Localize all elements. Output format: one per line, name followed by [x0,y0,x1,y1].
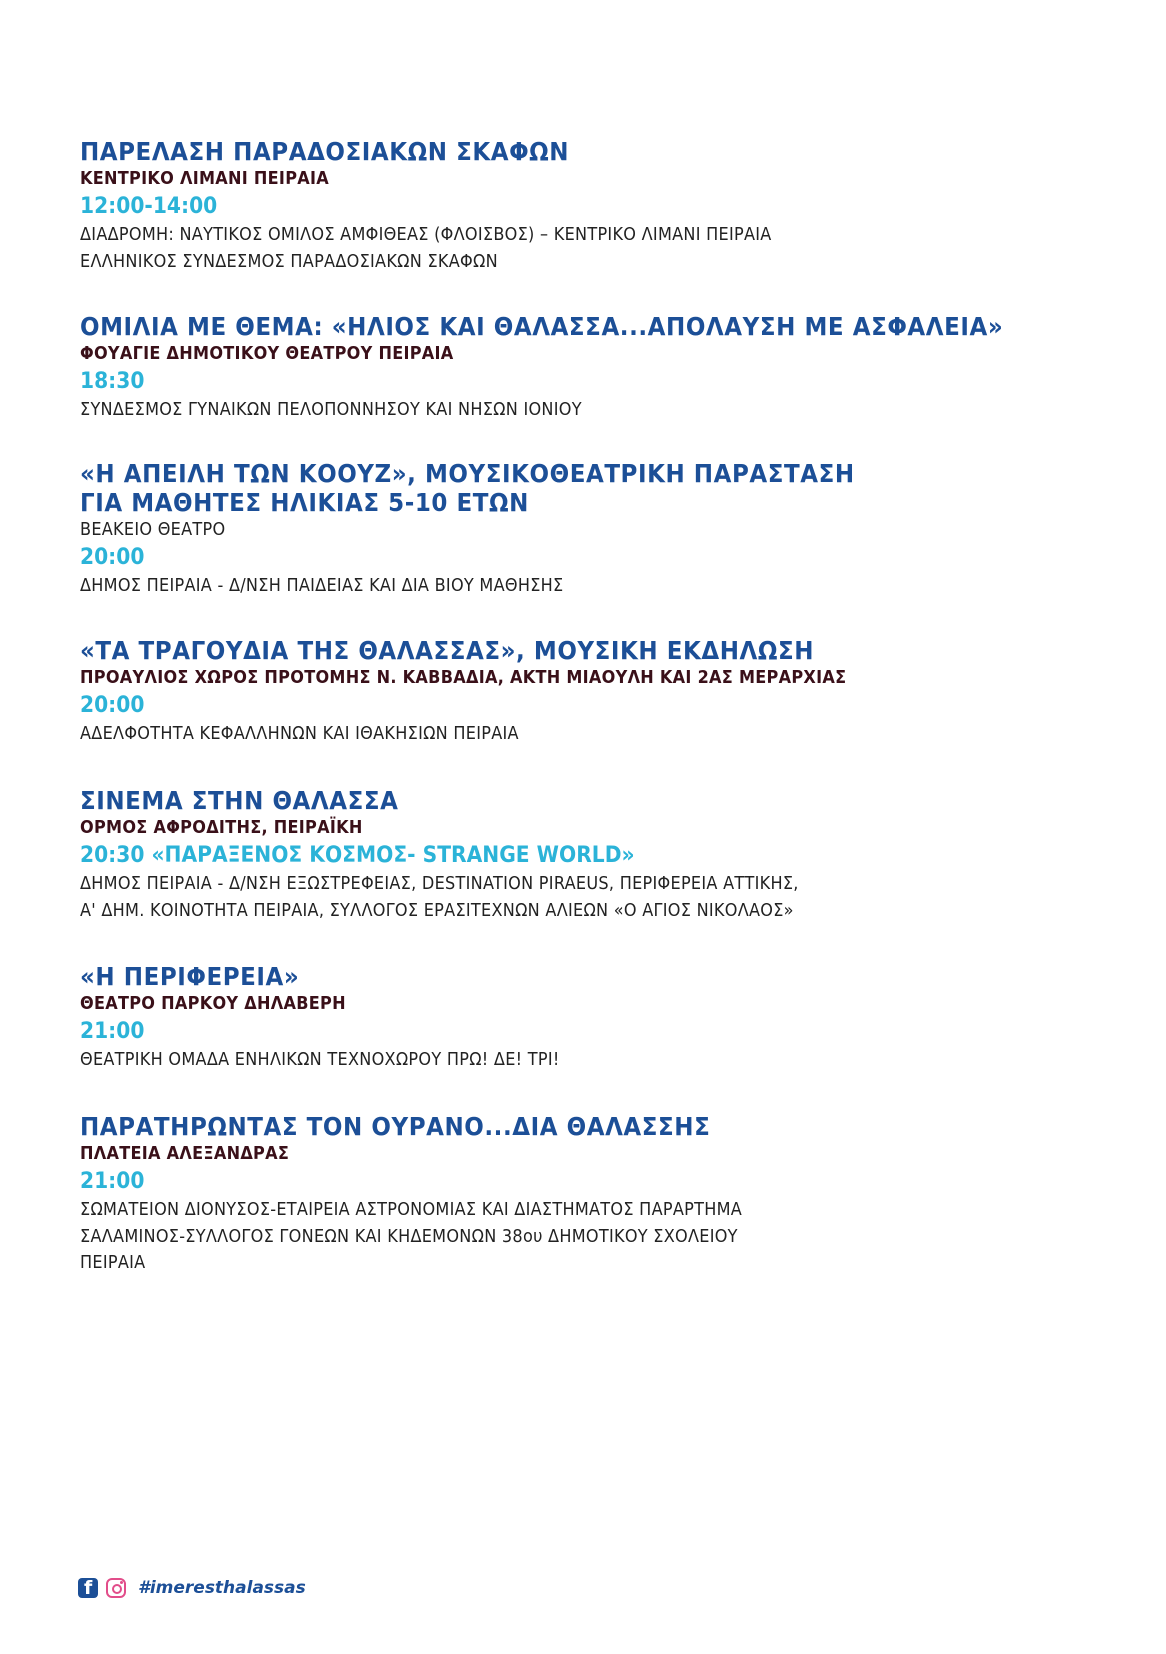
event-venue: ΠΡΟΑΥΛΙΟΣ ΧΩΡΟΣ ΠΡΟΤΟΜΗΣ Ν. ΚΑΒΒΑΔΙΑ, ΑΚΤΗ ΜΙΑΟΥΛΗ ΚΑΙ 2ΑΣ ΜΕΡΑΡΧΙΑΣ [80,668,847,688]
event-time: 20:00 [80,693,145,718]
event-cinema [80,786,980,924]
facebook-icon[interactable] [78,1578,98,1598]
event-title: «ΤΑ ΤΡΑΓΟΥΔΙΑ ΤΗΣ ΘΑΛΑΣΣΑΣ», ΜΟΥΣΙΚΗ ΕΚΔΗΛΩΣΗ [80,636,815,665]
event-venue: ΘΕΑΤΡΟ ΠΑΡΚΟΥ ΔΗΛΑΒΕΡΗ [80,994,346,1014]
event-title: «Η ΠΕΡΙΦΕΡΕΙΑ» [80,962,300,991]
event-title-line: ΓΙΑ ΜΑΘΗΤΕΣ ΗΛΙΚΙΑΣ 5-10 ΕΤΩΝ [80,488,529,517]
event-parade [80,137,980,275]
facebook-glyph: f [84,1577,93,1599]
event-sky-watching [80,1112,980,1277]
event-title: ΠΑΡΕΛΑΣΗ ΠΑΡΑΔΟΣΙΑΚΩΝ ΣΚΑΦΩΝ [80,137,570,166]
event-venue: ΦΟΥΑΓΙΕ ΔΗΜΟΤΙΚΟΥ ΘΕΑΤΡΟΥ ΠΕΙΡΑΙΑ [80,344,454,364]
event-organizer-line: Α' ΔΗΜ. ΚΟΙΝΟΤΗΤΑ ΠΕΙΡΑΙΑ, ΣΥΛΛΟΓΟΣ ΕΡΑΣΙΤΕΧΝΩΝ ΑΛΙΕΩΝ «Ο ΑΓΙΟΣ ΝΙΚΟΛΑΟΣ» [80,900,794,921]
instagram-icon[interactable] [106,1578,126,1598]
event-organizer-line: ΔΗΜΟΣ ΠΕΙΡΑΙΑ - Δ/ΝΣΗ ΕΞΩΣΤΡΕΦΕΙΑΣ, DESTINATION PIRAEUS, ΠΕΡΙΦΕΡΕΙΑ ΑΤΤΙΚΗΣ, [80,874,799,894]
event-organizer-line: ΔΙΑΔΡΟΜΗ: ΝΑΥΤΙΚΟΣ ΟΜΙΛΟΣ ΑΜΦΙΘΕΑΣ (ΦΛΟΙΣΒΟΣ) – ΚΕΝΤΡΙΚΟ ΛΙΜΑΝΙ ΠΕΙΡΑΙΑ [80,225,772,245]
event-venue: ΚΕΝΤΡΙΚΟ ΛΙΜΑΝΙ ΠΕΙΡΑΙΑ [80,169,330,189]
social-footer [78,1578,306,1598]
event-time: 12:00-14:00 [80,194,218,219]
event-time: 20:00 [80,545,145,570]
event-time: 20:30 «ΠΑΡΑΞΕΝΟΣ ΚΟΣΜΟΣ- STRANGE WORLD» [80,843,635,868]
event-time: 18:30 [80,369,145,394]
event-musical-theatre [80,459,980,600]
event-organizer-line: ΕΛΛΗΝΙΚΟΣ ΣΥΝΔΕΣΜΟΣ ΠΑΡΑΔΟΣΙΑΚΩΝ ΣΚΑΦΩΝ [80,251,498,272]
event-venue: ΟΡΜΟΣ ΑΦΡΟΔΙΤΗΣ, ΠΕΙΡΑΪΚΗ [80,818,363,838]
event-organizer-line: ΣΥΝΔΕΣΜΟΣ ΓΥΝΑΙΚΩΝ ΠΕΛΟΠΟΝΝΗΣΟΥ ΚΑΙ ΝΗΣΩΝ ΙΟΝΙΟΥ [80,400,582,420]
event-sea-songs [80,636,980,748]
event-venue: ΒΕΑΚΕΙΟ ΘΕΑΤΡΟ [80,520,226,540]
hashtag-label: #imeresthalassas [138,1578,306,1598]
event-venue: ΠΛΑΤΕΙΑ ΑΛΕΞΑΝΔΡΑΣ [80,1144,290,1164]
event-organizer-line: ΠΕΙΡΑΙΑ [80,1253,146,1273]
event-title-line: «Η ΑΠΕΙΛΗ ΤΩΝ ΚΟΟΥΖ», ΜΟΥΣΙΚΟΘΕΑΤΡΙΚΗ ΠΑΡΑΣΤΑΣΗ [80,459,855,488]
event-organizer-line: ΑΔΕΛΦΟΤΗΤΑ ΚΕΦΑΛΛΗΝΩΝ ΚΑΙ ΙΘΑΚΗΣΙΩΝ ΠΕΙΡΑΙΑ [80,724,519,744]
event-title: ΠΑΡΑΤΗΡΩΝΤΑΣ ΤΟΝ ΟΥΡΑΝΟ...ΔΙΑ ΘΑΛΑΣΣΗΣ [80,1112,711,1141]
event-talk [80,312,1004,424]
event-time: 21:00 [80,1019,145,1044]
event-organizer-line: ΣΑΛΑΜΙΝΟΣ-ΣΥΛΛΟΓΟΣ ΓΟΝΕΩΝ ΚΑΙ ΚΗΔΕΜΟΝΩΝ 38ου ΔΗΜΟΤΙΚΟΥ ΣΧΟΛΕΙΟΥ [80,1226,738,1247]
event-organizer-line: ΣΩΜΑΤΕΙΟΝ ΔΙΟΝΥΣΟΣ-ΕΤΑΙΡΕΙΑ ΑΣΤΡΟΝΟΜΙΑΣ ΚΑΙ ΔΙΑΣΤΗΜΑΤΟΣ ΠΑΡΑΡΤΗΜΑ [80,1200,743,1220]
event-title: ΟΜΙΛΙΑ ΜΕ ΘΕΜΑ: «ΗΛΙΟΣ ΚΑΙ ΘΑΛΑΣΣΑ...ΑΠΟΛΑΥΣΗ ΜΕ ΑΣΦΑΛΕΙΑ» [80,312,1004,341]
event-organizer-line: ΔΗΜΟΣ ΠΕΙΡΑΙΑ - Δ/ΝΣΗ ΠΑΙΔΕΙΑΣ ΚΑΙ ΔΙΑ ΒΙΟΥ ΜΑΘΗΣΗΣ [80,576,564,596]
event-title: ΣΙΝΕΜΑ ΣΤΗΝ ΘΑΛΑΣΣΑ [80,786,399,815]
event-periphery [80,962,980,1074]
event-organizer-line: ΘΕΑΤΡΙΚΗ ΟΜΑΔΑ ΕΝΗΛΙΚΩΝ ΤΕΧΝΟΧΩΡΟΥ ΠΡΩ! ΔΕ! ΤΡΙ! [80,1050,560,1070]
event-time: 21:00 [80,1169,145,1194]
